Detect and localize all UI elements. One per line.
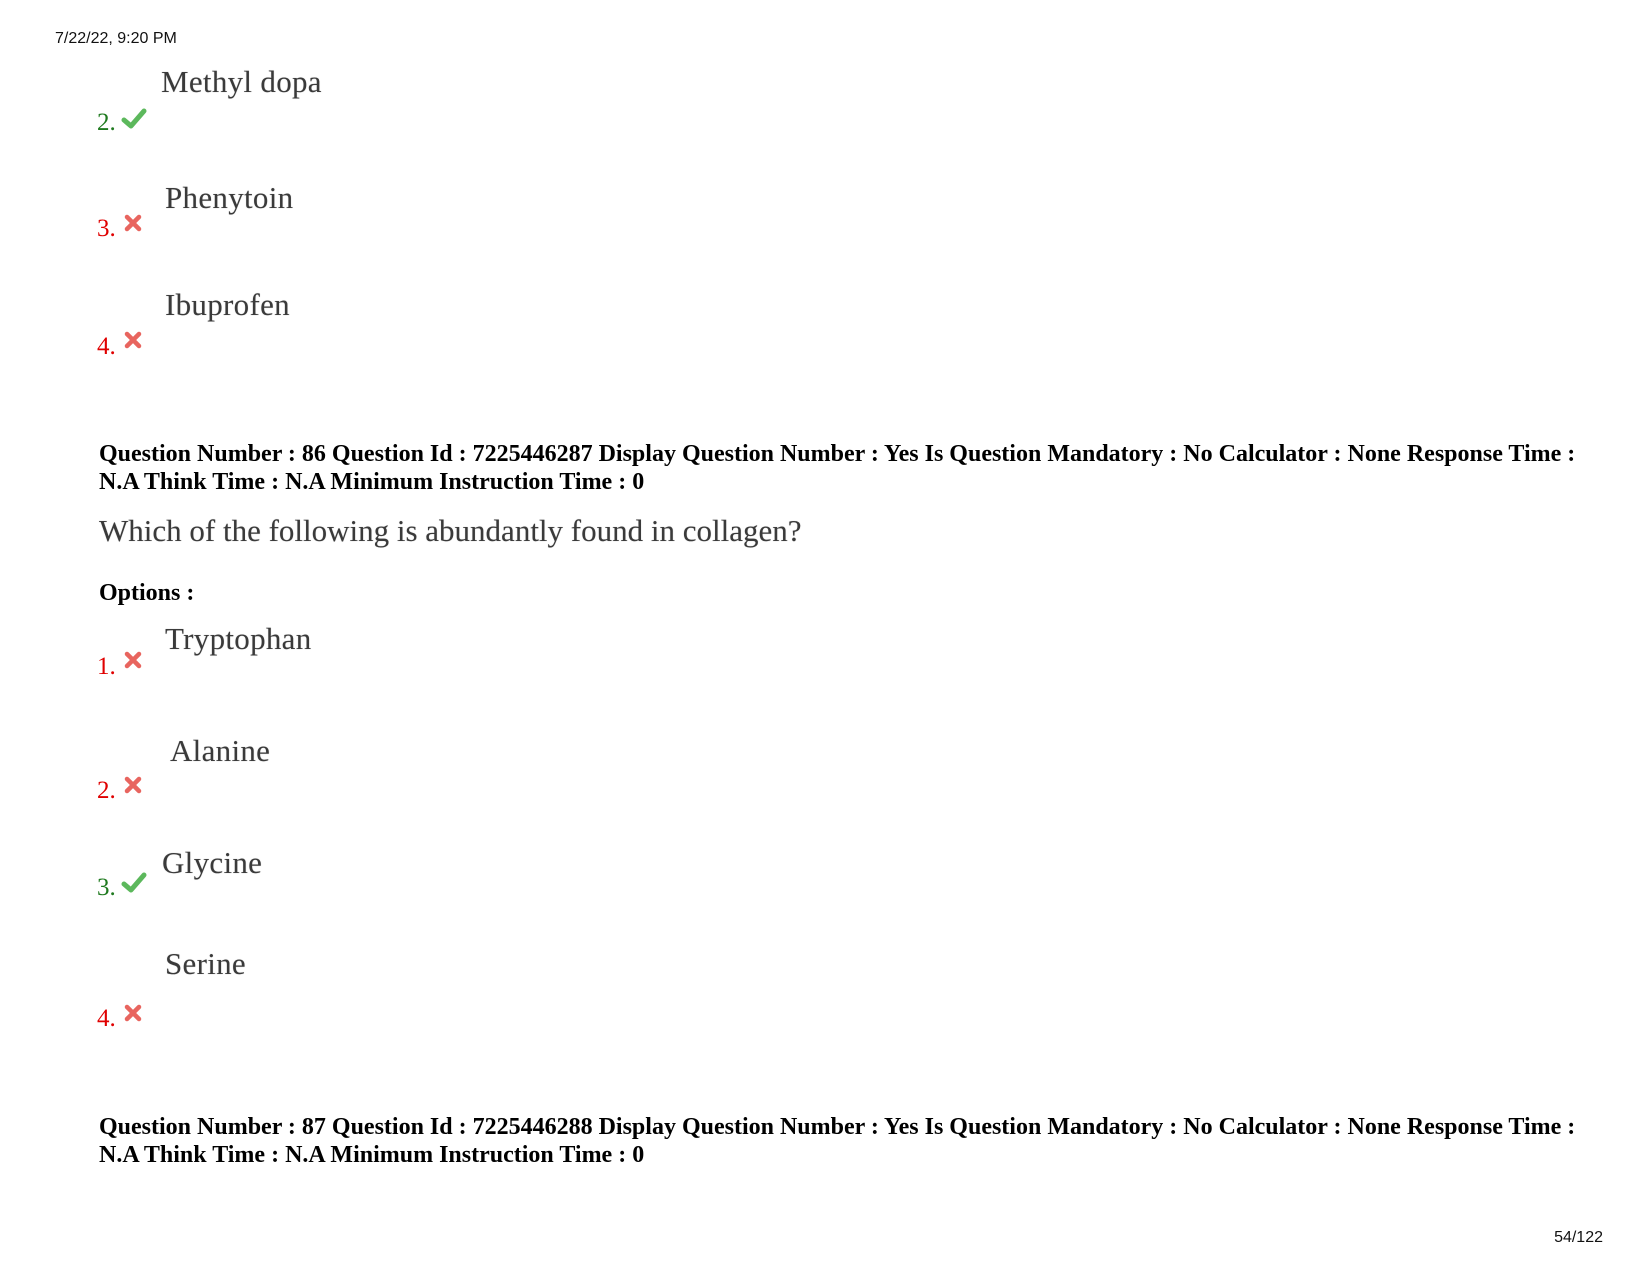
cross-icon [124,776,142,794]
cross-icon [124,1004,142,1022]
option-number: 2. [97,109,116,136]
cross-icon [124,331,142,349]
option-text: Phenytoin [165,180,294,215]
option-text: Serine [165,946,246,981]
page-number: 54/122 [1554,1229,1603,1246]
option-number: 1. [97,653,116,680]
option-text: Ibuprofen [165,287,290,322]
option-text: Alanine [170,733,271,768]
option-number: 4. [97,1005,116,1032]
question-86-meta: Question Number : 86 Question Id : 7225446287 Display Question Number : Yes Is Question Mandatory : No Calculator : None Response Time : N.A Think Time : N.A Minimum Instruction Time : 0 [99,441,1576,495]
check-icon [121,870,147,896]
cross-icon [124,651,142,669]
option-text: Tryptophan [165,621,312,656]
options-label: Options : [99,580,195,606]
print-timestamp: 7/22/22, 9:20 PM [55,30,177,47]
option-text: Methyl dopa [161,64,322,99]
option-number: 3. [97,874,116,901]
question-86-text: Which of the following is abundantly found in collagen? [99,513,802,548]
option-text: Glycine [162,845,263,880]
check-icon [121,106,147,132]
option-number: 2. [97,777,116,804]
option-number: 4. [97,333,116,360]
question-87-meta: Question Number : 87 Question Id : 7225446288 Display Question Number : Yes Is Question Mandatory : No Calculator : None Response Time : N.A Think Time : N.A Minimum Instruction Time : 0 [99,1114,1576,1168]
cross-icon [124,214,142,232]
option-number: 3. [97,215,116,242]
